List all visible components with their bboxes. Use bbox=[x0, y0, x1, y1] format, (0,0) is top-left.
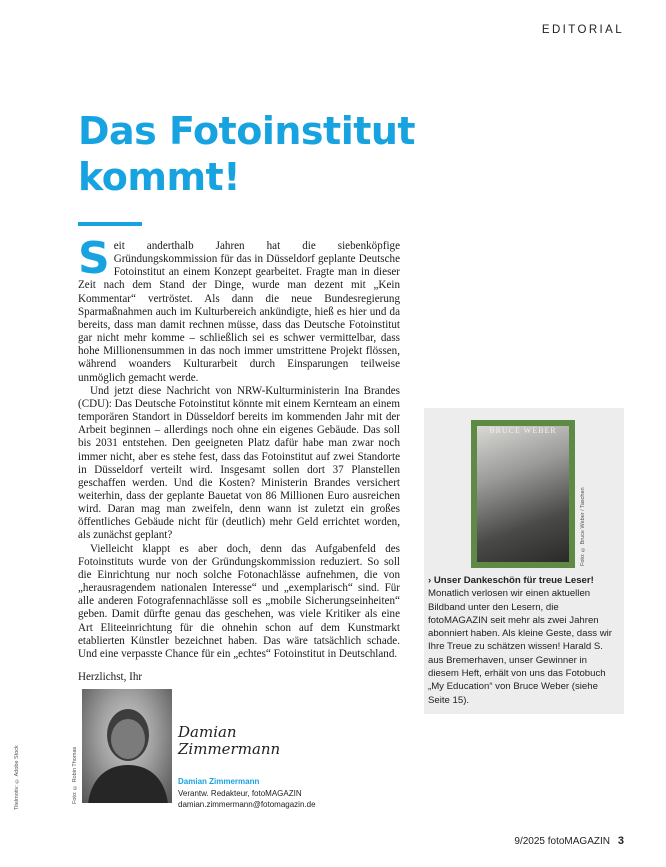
promo-heading: › Unser Dankeschön für treue Leser! bbox=[428, 575, 594, 586]
closing-greeting: Herzlichst, Ihr bbox=[78, 671, 143, 683]
paragraph-2: Und jetzt diese Nachricht von NRW-Kulturministerin Ina Brandes (CDU): Das Deutsche Fotoinstitut könnte mit einem Kernteam an einem temporären Standort in Düsseldorf bereits im kommenden Jahr mit der Arbeit beginnen – allerdings noch ohne ein eigenes Gebäude. Das soll bis 2031 entstehen. Den geeigneten Platz dafür habe man zwar noch immer nicht, aber es stehe fest, dass das Fotoinstitut auf zwei Standorte in Düsseldorf verteilt wird. Insgesamt sollen dort 37 Planstellen geschaffen werden. Und die Kosten? Ministerin Brandes versichert weiterhin, dass der geplante Bauetat von 86 Millionen Euro ausreichen wird. Daran mag man zweifeln, denn wann ist zuletzt ein großes öffentliches Gebäude nicht für (deutlich) mehr Geld errichtet worden, als zunächst geplant? bbox=[78, 384, 400, 542]
page-title: Das Fotoinstitut kommt! bbox=[78, 109, 416, 199]
book-title: BRUCE WEBER bbox=[489, 426, 557, 435]
paragraph-1-text: eit anderthalb Jahren hat die siebenköpfige Gründungskommission für das in Düsseldorf geplante Deutsche Fotoinstitut an einem Konzept gearbeitet. Fragte man in dieser Zeit nach dem Stand der Dinge, wurde man dezent mit „Kein Kommentar“ vertröstet. Als dann die neue Bundesregierung Sparmaßnahmen auch im Kulturbereich ankündigte, hieß es hier und da bereits, dass man damit rechnen müsse, dass das Deutsche Fotoinstitut gar nicht mehr komme – schließlich sei es schwer vermittelbar, dass hohe Millionensummen in das noch immer umstrittene Projekt flössen, während woanders Kulturarbeit durch Einsparungen teilweise unmöglich gemacht werde. bbox=[78, 240, 400, 384]
portrait-photo-credit: Foto: © Robin Thomas bbox=[72, 746, 78, 804]
paragraph-3: Vielleicht klappt es aber doch, denn das Aufgabenfeld des Fotoinstituts wurde von der Gründungskommission reduziert. So soll die Einrichtung nur noch solche Fotonachlässe aufnehmen, die von „herausragendem nationalen Interesse“ und „exemplarisch“ sind. Für alle anderen Fotografennachlässe soll es „mobile Sicherungseinheiten“ geben. Damit dürfte genau das geschehen, was viele Kritiker als eine Art Eliteeinrichtung für die ohnehin schon auf dem Kunstmarkt etablierten Künstler bezeichnet haben. Das wäre tatsächlich schade. Und eine verpasste Chance für ein „echtes“ Fotoinstitut in Deutschland. bbox=[78, 542, 400, 660]
handwritten-signature: Damian Zimmermann bbox=[178, 723, 281, 758]
paragraph-1 bbox=[78, 233, 400, 385]
accent-rule bbox=[78, 222, 142, 226]
book-photo-credit: Foto: © Bruce Weber / Taschen bbox=[580, 487, 586, 566]
book-cover-image bbox=[471, 420, 575, 568]
article-body bbox=[78, 233, 400, 684]
page-number: 3 bbox=[617, 835, 624, 847]
portrait-silhouette bbox=[82, 689, 172, 803]
title-photo-credit: Titelmotiv: © Adobe Stock bbox=[14, 745, 20, 810]
dropcap: S bbox=[78, 233, 110, 284]
promo-text-block bbox=[428, 574, 620, 707]
author-role: Verantw. Redakteur, fotoMAGAZIN bbox=[178, 788, 302, 798]
author-info bbox=[178, 776, 316, 811]
book-photo bbox=[477, 426, 569, 562]
author-portrait bbox=[82, 689, 172, 803]
promo-box bbox=[424, 408, 624, 714]
section-label: EDITORIAL bbox=[541, 24, 624, 36]
author-email: damian.zimmermann@fotomagazin.de bbox=[178, 800, 316, 809]
promo-body: Monatlich verlosen wir einen aktuellen Bildband unter den Lesern, die fotoMAGAZIN seit mehr als zwei Jahren abonniert haben. Als kleine Geste, dass wir Ihre Treue zu schätzen wissen! Harald S. aus Bremerhaven, unser Gewinner in diesem Heft, erhält von uns das Fotobuch „My Education“ von Bruce Weber (siehe Seite 15). bbox=[428, 588, 612, 706]
author-name: Damian Zimmermann bbox=[178, 777, 260, 786]
footer-issue: 9/2025 fotoMAGAZIN bbox=[514, 836, 610, 847]
